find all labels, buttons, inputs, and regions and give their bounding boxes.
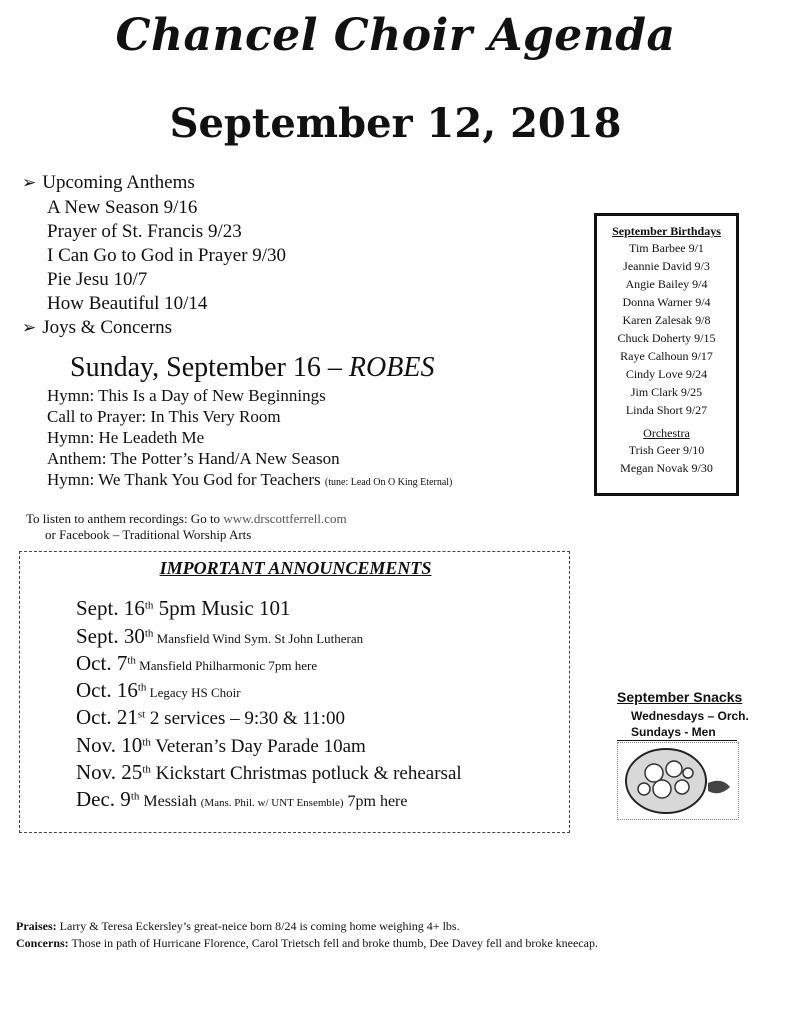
birthday-item: Raye Calhoun 9/17	[620, 349, 713, 363]
snacks-illustration	[617, 742, 739, 820]
birthday-item: Tim Barbee 9/1	[629, 241, 704, 255]
upcoming-anthems-heading: ➢ Upcoming Anthems	[22, 172, 195, 193]
service-item: Hymn: This Is a Day of New Beginnings	[47, 386, 326, 405]
anthem-item: I Can Go to God in Prayer 9/30	[47, 245, 287, 266]
snacks-sundays: Sundays - Men	[631, 725, 716, 739]
page-date: September 12, 2018	[169, 100, 622, 147]
page-title: Chancel Choir Agenda	[115, 10, 676, 61]
recordings-link[interactable]: www.drscottferrell.com	[223, 511, 347, 526]
event-row: Dec. 9th Messiah (Mans. Phil. w/ UNT Ensemble) 7pm here	[76, 787, 408, 811]
birthday-item: Cindy Love 9/24	[625, 367, 708, 381]
concerns-line: Concerns: Those in path of Hurricane Florence, Carol Trietsch fell and broke thumb, Dee Davey fell and broke kneecap.	[16, 936, 598, 950]
birthday-item: Jeannie David 9/3	[623, 259, 710, 273]
birthday-item: Karen Zalesak 9/8	[622, 313, 711, 327]
facebook-line: or Facebook – Traditional Worship Arts	[45, 527, 252, 542]
event-row: Sept. 16th 5pm Music 101	[76, 596, 291, 620]
event-row: Oct. 16th Legacy HS Choir	[76, 678, 241, 702]
event-row: Oct. 7th Mansfield Philharmonic 7pm here	[76, 651, 318, 675]
arrow-bullet-icon: ➢	[22, 173, 37, 192]
birthday-item: Chuck Doherty 9/15	[617, 331, 716, 345]
arrow-bullet-icon: ➢	[22, 318, 37, 337]
robes-note: ROBES	[348, 352, 435, 383]
praises-line: Praises: Larry & Teresa Eckersley’s great-neice born 8/24 is coming home weighing 4+ lbs.	[16, 919, 460, 933]
event-row: Nov. 10th Veteran’s Day Parade 10am	[76, 733, 366, 757]
service-item: Anthem: The Potter’s Hand/A New Season	[47, 449, 340, 468]
event-row: Nov. 25th Kickstart Christmas potluck & rehearsal	[76, 760, 462, 784]
snacks-divider	[617, 740, 737, 741]
anthem-item: Pie Jesu 10/7	[47, 269, 148, 290]
birthday-item: Angie Bailey 9/4	[625, 277, 708, 291]
orchestra-title: Orchestra	[643, 426, 690, 440]
snack-platter-icon	[618, 743, 738, 819]
birthdays-box	[594, 213, 739, 496]
birthday-item: Donna Warner 9/4	[622, 295, 711, 309]
service-item: Hymn: We Thank You God for Teachers (tune: Lead On O King Eternal)	[47, 470, 453, 489]
service-item: Call to Prayer: In This Very Room	[47, 407, 281, 426]
birthdays-title: September Birthdays	[612, 224, 721, 238]
listen-line: To listen to anthem recordings: Go to www.drscottferrell.com	[26, 511, 347, 526]
anthem-item: A New Season 9/16	[47, 197, 198, 218]
event-row: Oct. 21st 2 services – 9:30 & 11:00	[76, 705, 345, 729]
anthem-item: How Beautiful 10/14	[47, 293, 208, 314]
joys-concerns-heading: ➢ Joys & Concerns	[22, 317, 173, 338]
orchestra-birthday-item: Trish Geer 9/10	[628, 443, 705, 457]
event-row: Sept. 30th Mansfield Wind Sym. St John Lutheran	[76, 624, 364, 648]
orchestra-birthday-item: Megan Novak 9/30	[620, 461, 713, 475]
birthday-item: Linda Short 9/27	[625, 403, 708, 417]
anthem-item: Prayer of St. Francis 9/23	[47, 221, 242, 242]
announcements-box	[19, 551, 570, 833]
announcements-title: IMPORTANT ANNOUNCEMENTS	[159, 558, 432, 578]
birthday-item: Jim Clark 9/25	[630, 385, 703, 399]
sunday-heading: Sunday, September 16 – ROBES	[70, 352, 435, 383]
tune-note: (tune: Lead On O King Eternal)	[324, 477, 453, 488]
service-item: Hymn: He Leadeth Me	[47, 428, 205, 447]
snacks-wednesdays: Wednesdays – Orch.	[631, 709, 749, 723]
snacks-title: September Snacks	[617, 689, 743, 705]
